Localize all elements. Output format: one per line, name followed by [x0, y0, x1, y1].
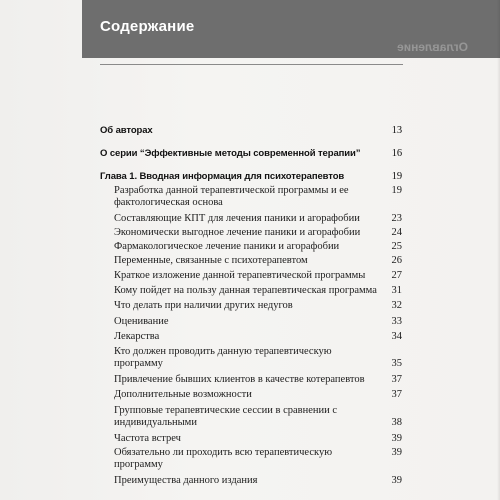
toc-entry [114, 185, 402, 209]
toc-entry [114, 346, 402, 370]
toc-entry-page: 23 [391, 213, 402, 224]
toc-entry-page: 19 [391, 185, 402, 196]
toc-entry-page: 32 [391, 300, 402, 311]
toc-entry [100, 171, 402, 183]
toc-entry-page: 16 [391, 148, 402, 159]
toc-entry [114, 316, 402, 328]
toc-entry-title: Оценивание [114, 316, 169, 327]
toc-entry-title: Составляющие КПТ для лечения паники и агорафобии [114, 213, 360, 224]
toc-entry-page: 25 [391, 241, 402, 252]
toc-entry [100, 148, 402, 160]
toc-entry-page: 19 [391, 171, 402, 182]
toc-entry-page: 37 [391, 389, 402, 400]
toc-entry-title: Об авторах [100, 125, 153, 136]
toc-entry-title: Привлечение бывших клиентов в качестве котерапевтов [114, 374, 365, 385]
toc-entry-title: Разработка данной терапевтической программы и ее фактологическая основа [114, 185, 349, 208]
toc-entry-title: Кому пойдет на пользу данная терапевтическая программа [114, 285, 377, 296]
toc-entry-page: 24 [391, 227, 402, 238]
toc-entry-title: Фармакологическое лечение паники и агорафобии [114, 241, 340, 252]
toc-entry-title: Кто должен проводить данную терапевтическую программу [114, 346, 332, 369]
toc-entry-title: Краткое изложение данной терапевтической программы [114, 270, 366, 281]
toc-entry [114, 433, 402, 445]
toc-entry [114, 255, 402, 267]
toc-entry-title: Экономически выгодное лечение паники и агорафобии [114, 227, 361, 238]
toc-entry-page: 26 [391, 255, 402, 266]
toc-entry-page: 34 [391, 331, 402, 342]
toc-entry [114, 331, 402, 343]
toc-entry [114, 213, 402, 225]
toc-entry-title: Групповые терапевтические сессии в сравнении с индивидуальными [114, 405, 338, 428]
toc-entry-page: 39 [391, 433, 402, 444]
toc-entry [114, 389, 402, 401]
toc-entry-title: Преимущества данного издания [114, 475, 258, 486]
toc-entry-page: 27 [391, 270, 402, 281]
toc-entry-page: 39 [391, 447, 402, 458]
toc-entry [114, 270, 402, 282]
header-divider [100, 64, 403, 65]
toc-entry [114, 405, 402, 429]
toc-entry-title: Дополнительные возможности [114, 389, 252, 400]
page-title: Содержание [100, 18, 195, 35]
toc-entry [114, 447, 402, 471]
toc-entry-title: Частота встреч [114, 433, 181, 444]
toc-entry-page: 31 [391, 285, 402, 296]
toc-entry-title: Глава 1. Вводная информация для психотерапевтов [100, 171, 345, 182]
toc-entry-title: Что делать при наличии других недугов [114, 300, 293, 311]
toc-entry-page: 35 [391, 358, 402, 369]
toc-entry-title: Переменные, связанные с психотерапевтом [114, 255, 308, 266]
toc-entry-page: 37 [391, 374, 402, 385]
toc-entry [114, 241, 402, 253]
toc-entry [114, 300, 402, 312]
toc-entry-page: 39 [391, 475, 402, 486]
show-through-title: Оглавление [397, 40, 468, 54]
toc-entry [114, 475, 402, 487]
toc-entry-page: 38 [391, 417, 402, 428]
toc-entry [114, 227, 402, 239]
toc-entry [114, 285, 402, 297]
toc-entry [114, 374, 402, 386]
toc-entry [100, 125, 402, 137]
toc-entry-title: Обязательно ли проходить всю терапевтическую программу [114, 447, 333, 470]
toc-entry-page: 33 [391, 316, 402, 327]
toc-entry-title: О серии “Эффективные методы современной терапии” [100, 148, 361, 159]
toc-entry-page: 13 [391, 125, 402, 136]
toc-entry-title: Лекарства [114, 331, 160, 342]
